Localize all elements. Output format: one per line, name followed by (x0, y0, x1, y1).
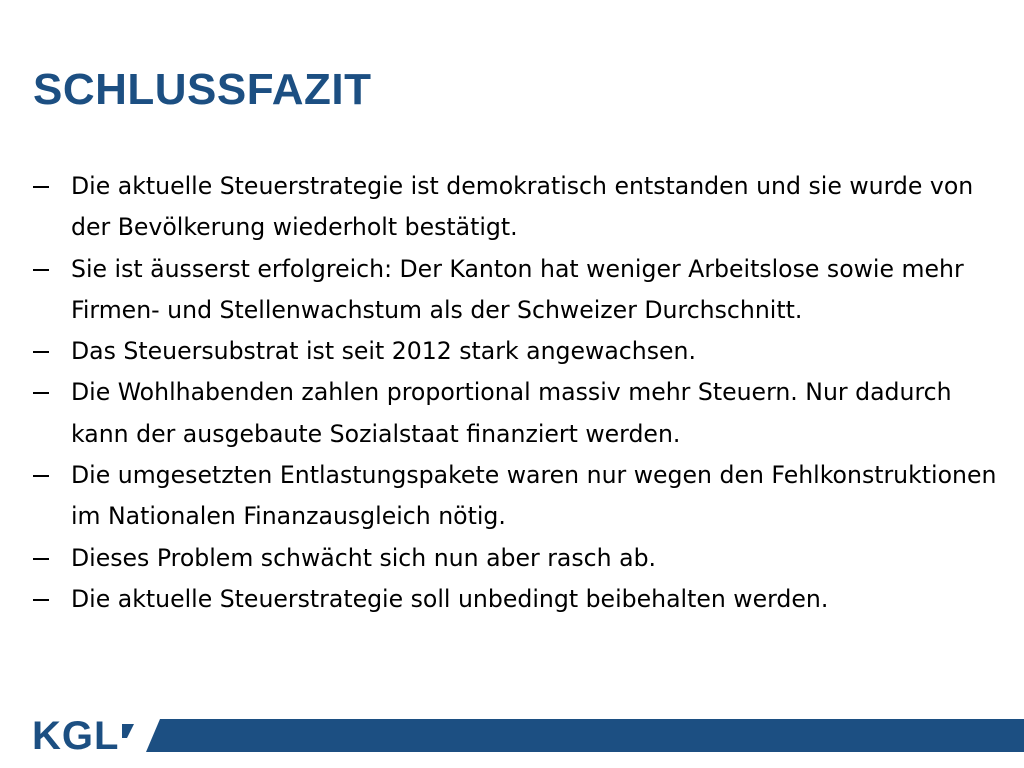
dash-icon (33, 186, 49, 188)
bullet-text: Die Wohlhabenden zahlen proportional massiv mehr Steuern. Nur dadurch kann der ausgebaute Sozialstaat finanziert werden. (71, 378, 952, 448)
bullet-item (33, 372, 1003, 455)
bullet-text: Das Steuersubstrat ist seit 2012 stark angewachsen. (71, 337, 696, 366)
bullet-item (33, 166, 1003, 249)
footer-bar (146, 719, 1024, 752)
logo-tick-icon (121, 716, 135, 756)
bullet-list (33, 166, 1003, 620)
bullet-text: Die aktuelle Steuerstrategie soll unbedingt beibehalten werden. (71, 584, 829, 613)
bullet-item (33, 455, 1003, 538)
bullet-text: Die umgesetzten Entlastungspakete waren nur wegen den Fehlkonstruktionen im Nationalen Finanzausgleich nötig. (71, 461, 997, 531)
footer-bar-shape (146, 719, 1024, 752)
dash-icon (33, 599, 49, 601)
slide-title: SCHLUSSFAZIT (33, 65, 372, 114)
dash-icon (33, 475, 49, 477)
bullet-text: Sie ist äusserst erfolgreich: Der Kanton hat weniger Arbeitslose sowie mehr Firmen- und Stellenwachstum als der Schweizer Durchschnitt. (71, 254, 964, 324)
bullet-item (33, 249, 1003, 332)
logo-tick-shape (122, 724, 134, 738)
logo-text: KGL (32, 714, 120, 758)
bullet-item (33, 538, 1003, 579)
bullet-text: Die aktuelle Steuerstrategie ist demokratisch entstanden und sie wurde von der Bevölkerung wiederholt bestätigt. (71, 172, 974, 242)
bullet-item (33, 579, 1003, 620)
dash-icon (33, 558, 49, 560)
bullet-item (33, 331, 1003, 372)
dash-icon (33, 392, 49, 394)
dash-icon (33, 269, 49, 271)
dash-icon (33, 351, 49, 353)
kgl-logo (32, 716, 136, 756)
bullet-text: Dieses Problem schwächt sich nun aber rasch ab. (71, 543, 657, 572)
